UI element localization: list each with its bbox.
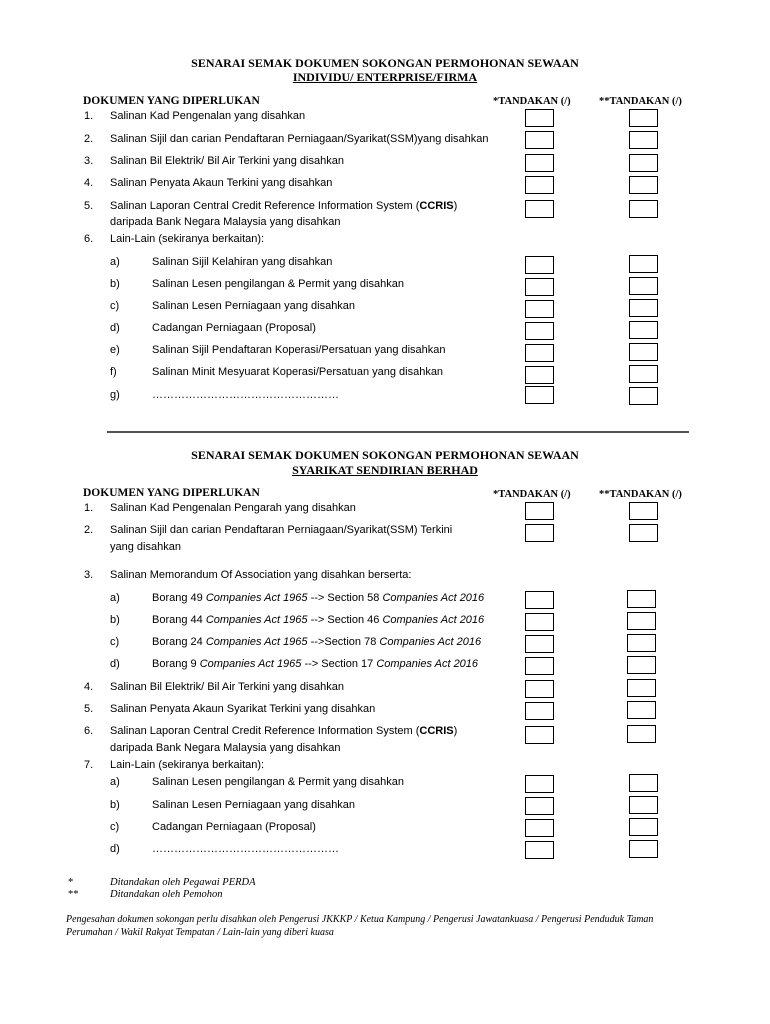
- section2-header: DOKUMEN YANG DIPERLUKAN: [83, 487, 260, 499]
- sub-item-letter: d): [110, 843, 120, 855]
- checkbox-officer[interactable]: [525, 726, 554, 744]
- checkbox-applicant[interactable]: [629, 176, 658, 194]
- sub-item-letter: d): [110, 322, 120, 334]
- item-number: 5.: [84, 703, 94, 715]
- sub-item-text: [152, 614, 484, 626]
- checkbox-applicant[interactable]: [629, 365, 658, 383]
- ccris-label: CCRIS: [419, 725, 454, 737]
- sub-item-letter: a): [110, 776, 120, 788]
- checkbox-officer[interactable]: [525, 109, 554, 127]
- item-text: Salinan Penyata Akaun Syarikat Terkini yang disahkan: [110, 703, 376, 715]
- checkbox-applicant[interactable]: [629, 109, 658, 127]
- item-number: 7.: [84, 759, 94, 771]
- checkbox-applicant[interactable]: [627, 590, 656, 608]
- borang-label: Borang 49: [152, 592, 206, 604]
- section1-title: SENARAI SEMAK DOKUMEN SOKONGAN PERMOHONAN SEWAAN: [191, 56, 579, 70]
- sub-item-letter: a): [110, 592, 120, 604]
- footnote-text: Ditandakan oleh Pegawai PERDA: [110, 877, 256, 888]
- checkbox-applicant[interactable]: [629, 277, 658, 295]
- section1-col2-header: **TANDAKAN (/): [599, 96, 682, 107]
- sub-item-text: Salinan Minit Mesyuarat Koperasi/Persatuan yang disahkan: [152, 366, 444, 378]
- checkbox-applicant[interactable]: [629, 299, 658, 317]
- sub-item-text: Salinan Lesen pengilangan & Permit yang disahkan: [152, 776, 404, 788]
- section-label: --> Section 58: [307, 592, 383, 604]
- act-old: Companies Act 1965: [199, 658, 302, 670]
- footnote-mark: *: [68, 877, 74, 888]
- checkbox-officer[interactable]: [525, 680, 554, 698]
- item-number: 1.: [84, 502, 94, 514]
- item-text: Salinan Bil Elektrik/ Bil Air Terkini yang disahkan: [110, 681, 344, 693]
- checkbox-officer[interactable]: [525, 386, 554, 404]
- act-old: Companies Act 1965: [205, 636, 308, 648]
- item-text: Salinan Sijil dan carian Pendaftaran Perniagaan/Syarikat(SSM) Terkini: [110, 524, 453, 536]
- section1-subtitle: INDIVIDU/ ENTERPRISE/FIRMA: [292, 70, 478, 84]
- item-text: [110, 200, 457, 212]
- sub-item-letter: b): [110, 278, 120, 290]
- verification-note-cont: Perumahan / Wakil Rakyat Tempatan / Lain-lain yang diberi kuasa: [66, 927, 334, 938]
- section2-subtitle: SYARIKAT SENDIRIAN BERHAD: [292, 463, 478, 477]
- item-number: 1.: [84, 110, 94, 122]
- checkbox-applicant[interactable]: [629, 818, 658, 836]
- sub-item-text: Cadangan Perniagaan (Proposal): [152, 821, 316, 833]
- checkbox-applicant[interactable]: [627, 725, 656, 743]
- checkbox-officer[interactable]: [525, 344, 554, 362]
- borang-label: Borang 44: [152, 614, 206, 626]
- section2-title: SENARAI SEMAK DOKUMEN SOKONGAN PERMOHONAN SEWAAN: [191, 448, 579, 462]
- section-divider: [107, 431, 689, 433]
- checkbox-officer[interactable]: [525, 797, 554, 815]
- sub-item-letter: g): [110, 389, 120, 401]
- section1-header: DOKUMEN YANG DIPERLUKAN: [83, 95, 260, 107]
- checkbox-officer[interactable]: [525, 322, 554, 340]
- sub-item-letter: b): [110, 799, 120, 811]
- checkbox-applicant[interactable]: [629, 524, 658, 542]
- checkbox-officer[interactable]: [525, 524, 554, 542]
- item-text: [110, 725, 457, 737]
- section-label: --> Section 46: [307, 614, 383, 626]
- item-number: 4.: [84, 177, 94, 189]
- sub-item-letter: d): [110, 658, 120, 670]
- checkbox-officer[interactable]: [525, 366, 554, 384]
- sub-item-letter: f): [110, 366, 117, 378]
- item-text-part: ): [453, 725, 458, 737]
- checkbox-applicant[interactable]: [629, 387, 658, 405]
- sub-item-text: [152, 592, 484, 604]
- checkbox-officer[interactable]: [525, 256, 554, 274]
- checkbox-applicant[interactable]: [629, 131, 658, 149]
- act-new: Companies Act 2016: [382, 614, 485, 626]
- sub-item-letter: e): [110, 344, 120, 356]
- sub-item-letter: c): [110, 300, 120, 312]
- checkbox-officer[interactable]: [525, 200, 554, 218]
- act-old: Companies Act 1965: [205, 592, 308, 604]
- section1-col1-header: *TANDAKAN (/): [493, 96, 571, 107]
- item-number: 6.: [84, 233, 94, 245]
- item-number: 2.: [84, 524, 94, 536]
- sub-item-letter: a): [110, 256, 120, 268]
- checkbox-applicant[interactable]: [629, 840, 658, 858]
- checkbox-applicant[interactable]: [629, 796, 658, 814]
- checkbox-applicant[interactable]: [629, 154, 658, 172]
- checkbox-applicant[interactable]: [629, 502, 658, 520]
- checkbox-officer[interactable]: [525, 702, 554, 720]
- sub-item-letter: c): [110, 636, 120, 648]
- item-number: 5.: [84, 200, 94, 212]
- item-text: Salinan Bil Elektrik/ Bil Air Terkini yang disahkan: [110, 155, 344, 167]
- item-text-cont: daripada Bank Negara Malaysia yang disahkan: [110, 742, 341, 754]
- checkbox-officer[interactable]: [525, 775, 554, 793]
- checkbox-officer[interactable]: [525, 657, 554, 675]
- item-text: Salinan Kad Pengenalan Pengarah yang disahkan: [110, 502, 356, 514]
- act-new: Companies Act 2016: [379, 636, 482, 648]
- checkbox-officer[interactable]: [525, 300, 554, 318]
- item-text: Salinan Memorandum Of Association yang disahkan berserta:: [110, 569, 412, 581]
- sub-item-letter: b): [110, 614, 120, 626]
- item-text: Salinan Penyata Akaun Terkini yang disahkan: [110, 177, 333, 189]
- checkbox-officer[interactable]: [525, 502, 554, 520]
- sub-item-text: Salinan Sijil Pendaftaran Koperasi/Persatuan yang disahkan: [152, 344, 446, 356]
- sub-item-text: Cadangan Perniagaan (Proposal): [152, 322, 316, 334]
- borang-label: Borang 24: [152, 636, 206, 648]
- checkbox-officer[interactable]: [525, 278, 554, 296]
- checkbox-applicant[interactable]: [627, 701, 656, 719]
- checkbox-officer[interactable]: [525, 176, 554, 194]
- sub-item-letter: c): [110, 821, 120, 833]
- checkbox-applicant[interactable]: [627, 612, 656, 630]
- checkbox-officer[interactable]: [525, 591, 554, 609]
- sub-item-text: Salinan Lesen pengilangan & Permit yang disahkan: [152, 278, 404, 290]
- item-text-part: Salinan Laporan Central Credit Reference Information System (: [110, 200, 420, 212]
- item-text: Lain-Lain (sekiranya berkaitan):: [110, 233, 265, 245]
- checkbox-applicant[interactable]: [629, 255, 658, 273]
- item-number: 3.: [84, 569, 94, 581]
- borang-label: Borang 9: [152, 658, 200, 670]
- checkbox-applicant[interactable]: [629, 774, 658, 792]
- checkbox-officer[interactable]: [525, 819, 554, 837]
- section2-col1-header: *TANDAKAN (/): [493, 489, 571, 500]
- checkbox-officer[interactable]: [525, 613, 554, 631]
- item-text: Lain-Lain (sekiranya berkaitan):: [110, 759, 265, 771]
- footnote-text: Ditandakan oleh Pemohon: [110, 889, 223, 900]
- sub-item-text: Salinan Lesen Perniagaan yang disahkan: [152, 799, 356, 811]
- act-new: Companies Act 2016: [376, 658, 479, 670]
- sub-item-text: Salinan Lesen Perniagaan yang disahkan: [152, 300, 356, 312]
- section2-col2-header: **TANDAKAN (/): [599, 489, 682, 500]
- checkbox-applicant[interactable]: [627, 634, 656, 652]
- sub-item-text: ……………………………………………: [152, 389, 339, 401]
- checkbox-officer[interactable]: [525, 154, 554, 172]
- checkbox-officer[interactable]: [525, 635, 554, 653]
- item-number: 4.: [84, 681, 94, 693]
- item-text-cont: daripada Bank Negara Malaysia yang disahkan: [110, 216, 341, 228]
- item-number: 6.: [84, 725, 94, 737]
- section-label: -->Section 78: [307, 636, 380, 648]
- verification-note: Pengesahan dokumen sokongan perlu disahkan oleh Pengerusi JKKKP / Ketua Kampung / Pengerusi Jawatankuasa / Pengerusi Penduduk Taman: [66, 914, 654, 925]
- act-new: Companies Act 2016: [382, 592, 485, 604]
- item-text-cont: yang disahkan: [110, 541, 181, 553]
- checkbox-applicant[interactable]: [627, 656, 656, 674]
- checkbox-applicant[interactable]: [629, 343, 658, 361]
- sub-item-text: [152, 636, 481, 648]
- ccris-label: CCRIS: [419, 200, 454, 212]
- checkbox-applicant[interactable]: [627, 679, 656, 697]
- item-text: Salinan Kad Pengenalan yang disahkan: [110, 110, 306, 122]
- act-old: Companies Act 1965: [205, 614, 308, 626]
- sub-item-text: Salinan Sijil Kelahiran yang disahkan: [152, 256, 333, 268]
- checkbox-officer[interactable]: [525, 131, 554, 149]
- checkbox-officer[interactable]: [525, 841, 554, 859]
- item-text: Salinan Sijil dan carian Pendaftaran Perniagaan/Syarikat(SSM)yang disahkan: [110, 133, 489, 145]
- sub-item-text: ……………………………………………: [152, 843, 339, 855]
- checkbox-applicant[interactable]: [629, 200, 658, 218]
- section-label: --> Section 17: [301, 658, 377, 670]
- sub-item-text: [152, 658, 478, 670]
- item-text-part: Salinan Laporan Central Credit Reference Information System (: [110, 725, 420, 737]
- footnote-mark: **: [68, 889, 79, 900]
- item-number: 2.: [84, 133, 94, 145]
- item-text-part: ): [453, 200, 458, 212]
- item-number: 3.: [84, 155, 94, 167]
- checkbox-applicant[interactable]: [629, 321, 658, 339]
